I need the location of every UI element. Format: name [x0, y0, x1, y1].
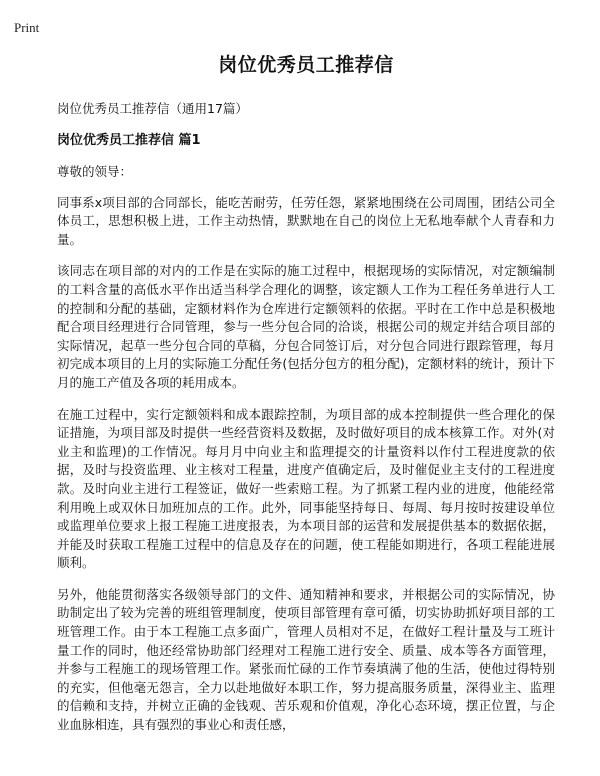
paragraph: 同事系x项目部的合同部长，能吃苦耐劳，任劳任怨，紧紧地围绕在公司周围，团结公司全体员工，思想积极上进，工作主动热情，默默地在自己的岗位上无私地奉献个人青春和力量。: [57, 194, 555, 247]
print-link[interactable]: Print: [14, 20, 40, 35]
salutation: 尊敬的领导：: [57, 164, 133, 179]
paragraph: 另外，他能贯彻落实各级领导部门的文件、通知精神和要求，并根据公司的实际情况，协助制定出了较为完善的班组管理制度，使项目部管理有章可循，切实协助抓好项目部的工班管理工作。由于本工程施工点多面广，管理人员相对不足，在做好工程计量及与工班计量工作的同时，他还经常协助部门经理对工程施工进行安全、质量、成本等各方面管理，并参与工程施工的现场管理工作。紧张而忙碌的工作节奏填满了他的生活，使他过得特别的充实，但他毫无怨言，全力以赴地做好本职工作，努力提高服务质量，深得业主、监理的信赖和支持，并树立正确的金钱观、苦乐观和价值观，净化心态环境，摆正位置，与企业血脉相连，具有强烈的事业心和责任感，: [57, 586, 555, 733]
document-subtitle: 岗位优秀员工推荐信（通用17篇）: [57, 101, 248, 116]
section-heading: 岗位优秀员工推荐信 篇1: [57, 133, 201, 148]
paragraph: 该同志在项目部的对内的工作是在实际的施工过程中，根据现场的实际情况，对定额编制的工料含量的高低水平作出适当科学合理化的调整，该定额人工作为工程任务单进行人工的控制和分配的基础，定额材料作为仓库进行定额领料的依据。平时在工作中总是积极地配合项目经理进行合同管理，参与一些分包合同的洽谈，根据公司的规定并结合项目部的实际情况，起草一些分包合同的草稿，分包合同签订后，对分包合同进行跟踪管理，每月初完成本项目的上月的实际施工分配任务(包括分包方的租分配)，定额材料的统计，预计下月的施工产值及各项的耗用成本。: [57, 263, 555, 390]
document-title: 岗位优秀员工推荐信: [218, 54, 394, 76]
paragraph: 在施工过程中，实行定额领料和成本跟踪控制，为项目部的成本控制提供一些合理化的保证措施，为项目部及时提供一些经营资料及数据，及时做好项目的成本核算工作。对外(对业主和监理)的工作情况。每月月中向业主和监理提交的计量资料以作付工程进度款的依据，及时与投资监理、业主核对工程量，进度产值确定后，及时催促业主支付的工程进度款。及时向业主进行工程签证，做好一些索赔工程。为了抓紧工程内业的进度，他能经常利用晚上或双休日加班加点的工作。此外，同事能坚持每日、每周、每月按时按建设单位或监理单位要求上报工程施工进度报表，为本项目部的运营和发展提供基本的数据依据，并能及时获取工程施工过程中的信息及存在的问题，使工程能如期进行，各项工程能进展顺利。: [57, 406, 555, 571]
document-body: [57, 52, 555, 748]
